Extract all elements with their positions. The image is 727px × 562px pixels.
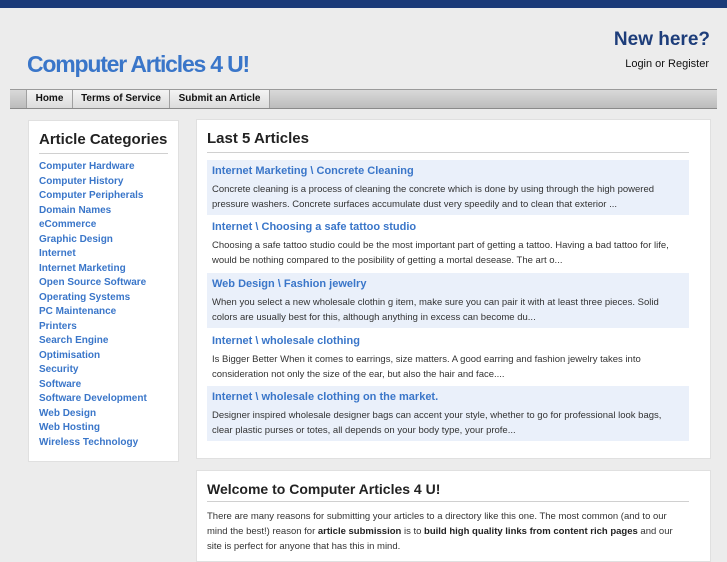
article-excerpt: When you select a new wholesale clothin g item, make sure you can pair it with at least three pieces. Solid colors are usually best for this, although anything in excess can become du... — [212, 297, 659, 323]
welcome-bold-2: build high quality links from content rich pages — [424, 526, 638, 537]
category-link[interactable]: Open Source Software — [39, 277, 147, 288]
welcome-text — [207, 509, 689, 554]
category-link[interactable]: Computer Hardware — [39, 161, 135, 172]
category-link[interactable]: Operating Systems — [39, 291, 131, 303]
category-link[interactable]: Web Hosting — [39, 422, 100, 433]
article-title-link[interactable]: Internet \ Choosing a safe tattoo studio — [212, 221, 417, 233]
welcome-bold-1: article submission — [317, 526, 402, 537]
article-item — [207, 160, 689, 215]
welcome-panel — [196, 470, 711, 562]
divider — [207, 152, 689, 153]
nav-submit-article[interactable]: Submit an Article — [169, 90, 270, 108]
article-title-link[interactable]: Internet Marketing \ Concrete Cleaning — [212, 165, 414, 177]
article-excerpt: Designer inspired wholesale designer bags can accent your style, whether to go for professional look bags, clear plastic purses or totes, all depends on your body type, your profe... — [212, 410, 662, 436]
sidebar-title: Article Categories — [39, 131, 168, 148]
article-item — [207, 216, 689, 271]
article-excerpt: Concrete cleaning is a process of cleaning the concrete which is done by using through the high powered pressure washers. Concrete surfaces accumulate dust very speedily and to clean that exterior ... — [212, 184, 655, 210]
category-link[interactable]: eCommerce — [39, 219, 97, 230]
article-item — [207, 330, 689, 385]
category-link[interactable]: Computer History — [39, 175, 124, 187]
divider — [207, 501, 689, 502]
new-here-heading: New here? — [613, 29, 710, 50]
article-title-link[interactable]: Internet \ wholesale clothing — [212, 335, 360, 347]
register-link[interactable]: Register — [668, 58, 709, 70]
welcome-text-1: There are many reasons for submitting your articles to a directory like this one. The most common (and to our mind the best!) reason for — [207, 511, 667, 537]
category-link[interactable]: PC Maintenance — [39, 306, 117, 317]
nav-home[interactable]: Home — [26, 90, 73, 108]
category-link[interactable]: Optimisation — [39, 349, 101, 361]
article-excerpt: Choosing a safe tattoo studio could be the most important part of getting a tattoo. Having a bad tattoo for life, would be nothing compared to the posibility of getting a mortal desease. The art o... — [212, 240, 669, 266]
categories-sidebar — [28, 120, 179, 462]
category-link[interactable]: Wireless Technology — [39, 436, 139, 448]
latest-articles-panel — [196, 119, 711, 459]
category-link[interactable]: Printers — [39, 320, 77, 332]
nav-bar — [10, 89, 717, 109]
article-excerpt: Is Bigger Better When it comes to earrings, size matters. A good earring and fashion jewelry takes into consideration not only the size of the ear, but also the hair and face.... — [212, 354, 641, 380]
category-list — [39, 160, 147, 450]
nav-terms-of-service[interactable]: Terms of Service — [72, 90, 170, 108]
category-link[interactable]: Internet Marketing — [39, 262, 126, 274]
category-link[interactable]: Internet — [39, 248, 76, 259]
article-item — [207, 273, 689, 328]
top-bar — [0, 0, 727, 8]
category-link[interactable]: Web Design — [39, 407, 97, 419]
welcome-text-3: and our site is perfect for anyone that has this in mind. — [207, 526, 673, 552]
latest-articles-title: Last 5 Articles — [207, 130, 309, 147]
article-title-link[interactable]: Web Design \ Fashion jewelry — [212, 278, 367, 290]
category-link[interactable]: Search Engine — [39, 335, 109, 346]
or-text: or — [652, 58, 669, 70]
login-link[interactable]: Login — [625, 58, 653, 70]
divider — [39, 153, 168, 154]
category-link[interactable]: Software — [39, 378, 82, 390]
category-link[interactable]: Computer Peripherals — [39, 190, 144, 201]
article-item — [207, 386, 689, 441]
welcome-text-2: is to — [401, 526, 425, 537]
site-logo[interactable]: Computer Articles 4 U! — [27, 51, 249, 77]
welcome-title: Welcome to Computer Articles 4 U! — [207, 481, 441, 497]
article-title-link[interactable]: Internet \ wholesale clothing on the market. — [212, 391, 439, 403]
category-link[interactable]: Domain Names — [39, 204, 112, 216]
login-register — [625, 58, 709, 70]
category-link[interactable]: Security — [39, 364, 79, 375]
category-link[interactable]: Graphic Design — [39, 233, 113, 245]
category-link[interactable]: Software Development — [39, 393, 147, 404]
